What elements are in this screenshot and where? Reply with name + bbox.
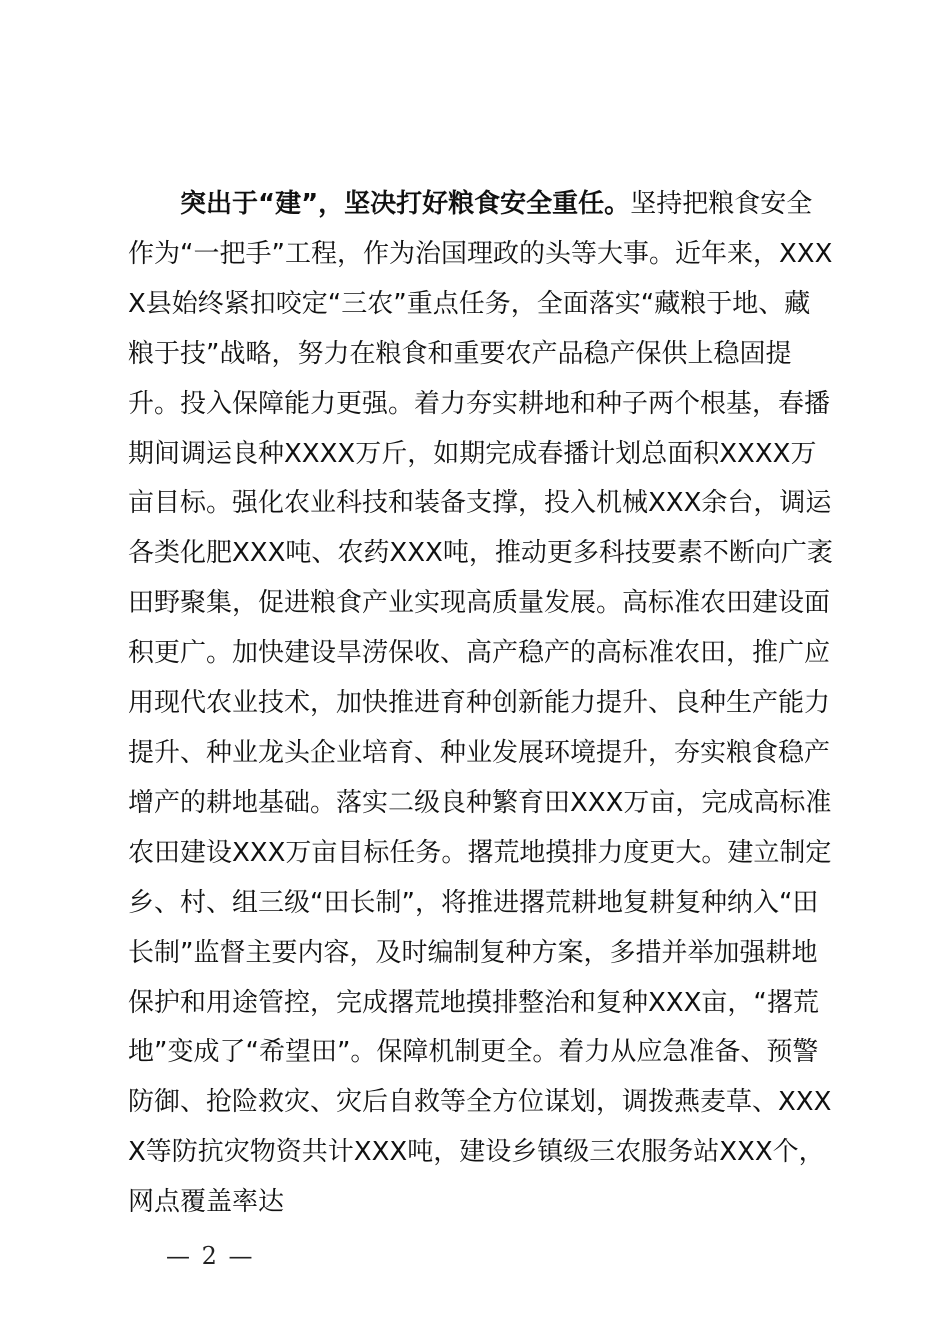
page-number: — 2 —	[166, 1242, 255, 1270]
paragraph-heading: 突出于“建”，坚决打好粮食安全重任。	[180, 189, 631, 219]
paragraph-body: 坚持把粮食安全作为“一把手”工程，作为治国理政的头等大事。近年来，XXXX县始终紧扣咬定“三农”重点任务，全面落实“藏粮于地、藏粮于技”战略，努力在粮食和重要农产品稳产保供上稳固提升。投入保障能力更强。着力夯实耕地和种子两个根基，春播期间调运良种XXXX万斤，如期完成春播计划总面积XXXX万亩目标。强化农业科技和装备支撑，投入机械XXX余台，调运各类化肥XXX吨、农药XXX吨，推动更多科技要素不断向广袤田野聚集，促进粮食产业实现高质量发展。高标准农田建设面积更广。加快建设旱涝保收、高产稳产的高标准农田，推广应用现代农业技术，加快推进育种创新能力提升、良种生产能力提升、种业龙头企业培育、种业发展环境提升，夯实粮食稳产增产的耕地基础。落实二级良种繁育田XXX万亩，完成高标准农田建设XXX万亩目标任务。撂荒地摸排力度更大。建立制定乡、村、组三级“田长制”，将推进撂荒耕地复耕复种纳入“田长制”监督主要内容，及时编制复种方案，多措并举加强耕地保护和用途管控，完成撂荒地摸排整治和复种XXX亩，“撂荒地”变成了“希望田”。保障机制更全。着力从应急准备、预警防御、抢险救灾、灾后自救等全方位谋划，调拨燕麦草、XXXX等防抗灾物资共计XXX吨，建设乡镇级三农服务站XXX个，网点覆盖率达	[128, 189, 833, 1218]
body-paragraph	[128, 180, 834, 1228]
